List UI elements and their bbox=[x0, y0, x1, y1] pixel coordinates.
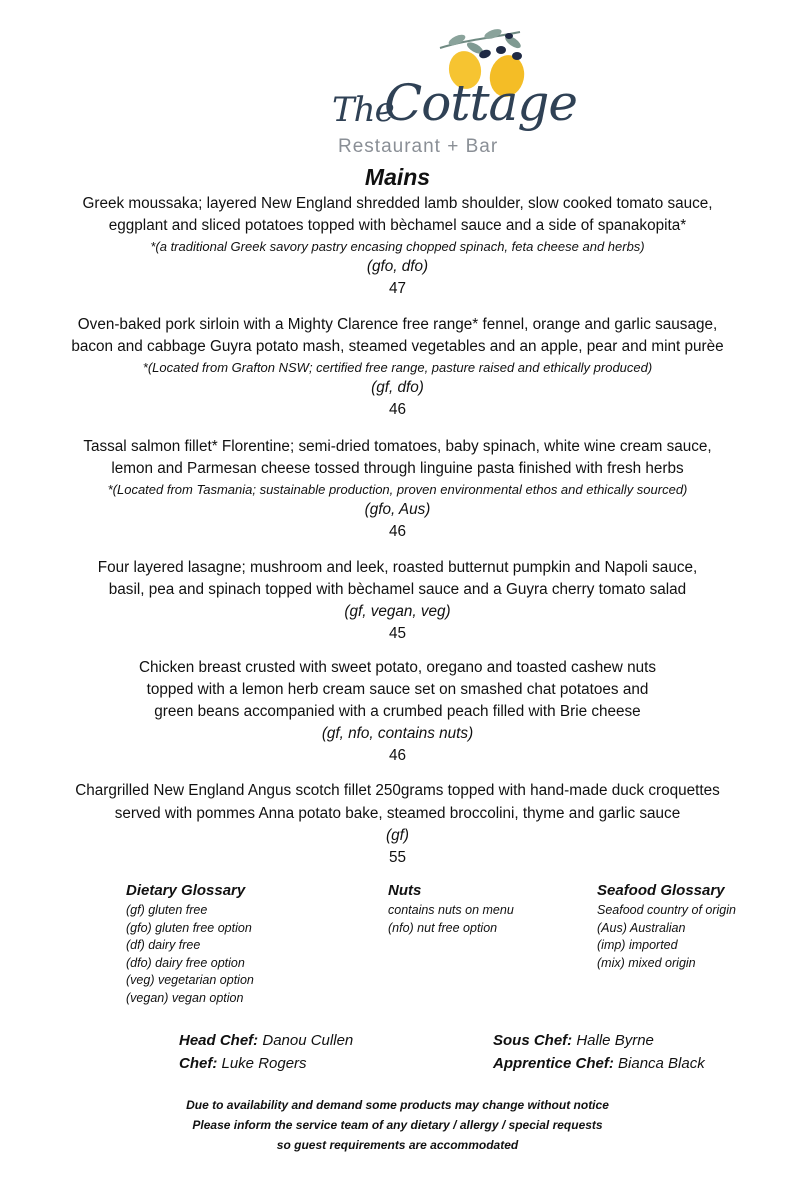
glossary-item: (dfo) dairy free option bbox=[126, 955, 245, 970]
apprentice-chef-credit bbox=[493, 1052, 705, 1075]
dish-pork-sirloin bbox=[0, 314, 795, 421]
dish-description: Chicken breast crusted with sweet potato, oregano and toasted cashew nuts topped with a lemon herb cream sauce set on smashed chat potatoes and green beans accompanied with a crumbed peach filled with Brie cheese bbox=[138, 659, 656, 720]
dish-price: 55 bbox=[388, 849, 406, 866]
chef-name: Luke Rogers bbox=[221, 1055, 307, 1072]
restaurant-logo bbox=[330, 26, 577, 158]
dish-note: *(Located from Tasmania; sustainable production, proven environmental ethos and ethically sourced) bbox=[107, 482, 688, 497]
dish-dietary-tags: (gf) bbox=[386, 827, 409, 844]
logo-name-text: Cottage bbox=[384, 74, 577, 132]
glossary-item: (veg) vegetarian option bbox=[126, 973, 254, 987]
glossary-item: contains nuts on menu bbox=[388, 903, 514, 917]
dish-description: Greek moussaka; layered New England shredded lamb shoulder, slow cooked tomato sauce, eggplant and sliced potatoes topped with bèchamel sauce and a side of spanakopita* bbox=[82, 195, 713, 234]
dish-description: Tassal salmon fillet* Florentine; semi-dried tomatoes, baby spinach, white wine cream sauce, lemon and Parmesan cheese tossed through linguine pasta finished with fresh herbs bbox=[83, 438, 712, 477]
glossary-item: (imp) imported bbox=[597, 938, 678, 952]
head-chef-label: Head Chef: bbox=[179, 1032, 259, 1049]
glossary-item: (gfo) gluten free option bbox=[126, 920, 252, 935]
footer-line: Please inform the service team of any dietary / allergy / special requests bbox=[192, 1118, 603, 1132]
seafood-glossary-title: Seafood Glossary bbox=[597, 882, 725, 899]
dish-salmon bbox=[0, 436, 795, 543]
nuts-glossary-title: Nuts bbox=[388, 882, 422, 899]
dish-dietary-tags: (gf, nfo, contains nuts) bbox=[321, 725, 474, 742]
dietary-glossary-title: Dietary Glossary bbox=[126, 882, 246, 899]
sous-chef-credit bbox=[493, 1029, 654, 1052]
glossary-item: Seafood country of origin bbox=[597, 903, 736, 917]
dish-dietary-tags: (gf, dfo) bbox=[371, 379, 424, 396]
dish-moussaka bbox=[0, 193, 795, 300]
glossary-item: (Aus) Australian bbox=[597, 920, 686, 935]
dish-dietary-tags: (gfo, Aus) bbox=[364, 501, 431, 518]
glossary-item: (df) dairy free bbox=[126, 938, 201, 952]
chef-label: Chef: bbox=[179, 1055, 218, 1072]
dish-price: 46 bbox=[388, 523, 406, 540]
apprentice-chef-label: Apprentice Chef: bbox=[493, 1055, 614, 1072]
dish-price: 47 bbox=[388, 280, 406, 297]
dish-scotch-fillet bbox=[0, 779, 795, 869]
dish-note: *(Located from Grafton NSW; certified free range, pasture raised and ethically produced) bbox=[142, 360, 653, 375]
head-chef-name: Danou Cullen bbox=[262, 1032, 354, 1049]
dish-price: 46 bbox=[388, 401, 406, 418]
footer-line: so guest requirements are accommodated bbox=[276, 1138, 519, 1152]
dish-note: *(a traditional Greek savory pastry encasing chopped spinach, feta cheese and herbs) bbox=[150, 239, 645, 254]
dish-description: Four layered lasagne; mushroom and leek, roasted butternut pumpkin and Napoli sauce, basil, pea and spinach topped with bèchamel sauce and a Guyra cherry tomato salad bbox=[97, 559, 698, 598]
glossary-item: (gf) gluten free bbox=[126, 903, 208, 917]
dietary-glossary bbox=[126, 880, 254, 1007]
dish-chicken bbox=[0, 657, 795, 767]
footer-notice bbox=[0, 1095, 795, 1155]
dish-dietary-tags: (gfo, dfo) bbox=[366, 258, 429, 275]
nuts-glossary bbox=[388, 880, 514, 937]
logo-subtitle: Restaurant + Bar bbox=[338, 136, 499, 157]
dish-description: Chargrilled New England Angus scotch fillet 250grams topped with hand-made duck croquettes served with pommes Anna potato bake, steamed broccolini, thyme and garlic sauce bbox=[75, 782, 720, 822]
section-title: Mains bbox=[364, 164, 431, 190]
logo-the-text: The bbox=[332, 90, 394, 130]
glossary-item: (mix) mixed origin bbox=[597, 955, 696, 970]
sous-chef-label: Sous Chef: bbox=[493, 1032, 573, 1049]
dish-dietary-tags: (gf, vegan, veg) bbox=[344, 603, 451, 620]
footer-line: Due to availability and demand some products may change without notice bbox=[186, 1098, 609, 1112]
dish-lasagne bbox=[0, 557, 795, 645]
dish-price: 46 bbox=[388, 747, 406, 764]
dish-description: Oven-baked pork sirloin with a Mighty Clarence free range* fennel, orange and garlic sausage, bacon and cabbage Guyra potato mash, steamed vegetables and an apple, pear and mint purèe bbox=[71, 316, 724, 355]
head-chef-credit bbox=[179, 1029, 353, 1052]
sous-chef-name: Halle Byrne bbox=[576, 1032, 654, 1049]
apprentice-chef-name: Bianca Black bbox=[618, 1055, 705, 1072]
glossary-item: (vegan) vegan option bbox=[126, 990, 244, 1005]
seafood-glossary bbox=[597, 880, 736, 972]
chef-credit bbox=[179, 1052, 307, 1075]
glossary-item: (nfo) nut free option bbox=[388, 920, 498, 935]
dish-price: 45 bbox=[388, 625, 406, 642]
